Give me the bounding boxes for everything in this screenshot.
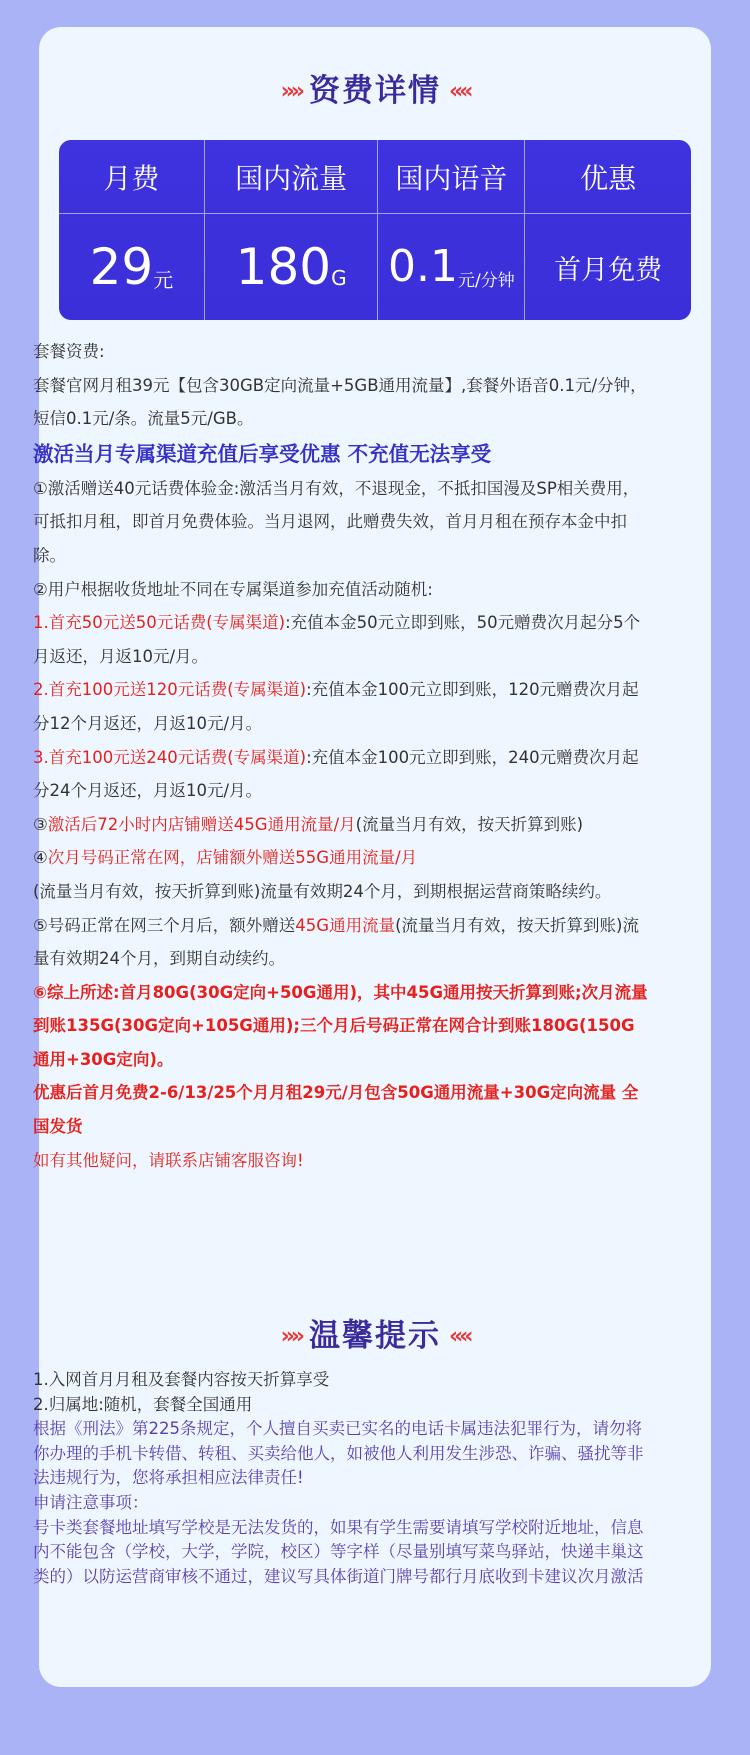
application-notice: 号卡类套餐地址填写学校是无法发货的，如果有学生需要请填写学校附近地址，信息内不能包含（学校，大学，学院，校区）等字样（尽量别填写菜鸟驿站，快递丰巢这类的）以防运营商审核不通过，建议写具体街道门牌号都行月底收到卡建议次月激活	[33, 1517, 644, 1586]
detail-item-3-desc: (流量当月有效，按天折算到账)	[355, 814, 584, 834]
fee-table	[59, 140, 691, 320]
details-line: 套餐官网月租39元【包含30GB定向流量+5GB通用流量】,套餐外语音0.1元/分钟，短信0.1元/条。流量5元/GB。	[33, 375, 647, 429]
chevron-right-icon: »»	[280, 1324, 301, 1349]
activation-headline: 激活当月专属渠道充值后享受优惠 不充值无法享受	[33, 441, 492, 466]
tip-2: 2.归属地:随机，套餐全国通用	[33, 1394, 253, 1414]
chevron-right-icon: »»	[280, 79, 301, 104]
header-domestic-voice: 国内语音	[378, 140, 525, 213]
monthly-fee-amount: 29	[89, 238, 154, 296]
section-title-fee-details	[39, 65, 711, 110]
promo-text: 首月免费	[554, 254, 663, 286]
data-amount: 180	[235, 238, 332, 296]
detail-item-3	[33, 808, 648, 842]
detail-item-4-prefix: ④	[33, 848, 48, 868]
recharge-option-2-title: 2.首充100元送120元话费(专属渠道)	[33, 680, 307, 700]
section-title-tips	[39, 1310, 711, 1355]
legal-notice: 根据《刑法》第225条规定，个人擅自买卖已实名的电话卡属违法犯罪行为，请勿将你办理的手机卡转借、转租、买卖给他人，如被他人利用发生涉恐、诈骗、骚扰等非法违规行为，您将承担相应法律责任!	[33, 1419, 644, 1488]
application-notice-title: 申请注意事项：	[33, 1492, 149, 1512]
tip-1: 1.入网首月月租及套餐内容按天折算享受	[33, 1370, 330, 1389]
recharge-option-3-title: 3.首充100元送240元话费(专属渠道)	[33, 747, 307, 767]
fee-table-values	[59, 214, 691, 320]
data-unit: G	[331, 266, 347, 290]
detail-item-4-desc: (流量当月有效，按天折算到账)流量有效期24个月，到期根据运营商策略续约。	[33, 881, 612, 901]
fee-details-title: 资费详情	[309, 73, 441, 109]
value-domestic-voice	[378, 214, 525, 320]
detail-item-1: ①激活赠送40元话费体验金:激活当月有效，不退现金，不抵扣国漫及SP相关费用，可抵扣月租，即首月免费体验。当月退网，此赠费失效，首月月租在预存本金中扣除。	[33, 478, 640, 565]
monthly-fee-unit: 元	[153, 267, 174, 292]
header-monthly-fee: 月费	[59, 140, 205, 213]
fee-table-header	[59, 140, 691, 213]
recharge-option-3-desc: :充值本金100元立即到账，240元赠费次月起分24个月返还，月返10元/月。	[33, 747, 639, 801]
detail-item-3-highlight: 激活后72小时内店铺赠送45G通用流量/月	[47, 814, 356, 834]
tips-content	[33, 1368, 648, 1589]
chevron-left-icon: ««	[449, 79, 470, 104]
detail-item-5-desc: (流量当月有效，按天折算到账)流量有效期24个月，到期自动续约。	[33, 915, 639, 969]
detail-item-5-pre: ⑤号码正常在网三个月后，额外赠送	[33, 915, 296, 935]
recharge-option-1-title: 1.首充50元送50元话费(专属渠道)	[33, 613, 286, 633]
detail-item-4-head	[33, 841, 648, 875]
voice-unit: 元/分钟	[457, 270, 515, 291]
value-monthly-fee	[59, 214, 205, 320]
recharge-option-2-desc: :充值本金100元立即到账，120元赠费次月起分12个月返还，月返10元/月。	[33, 680, 639, 733]
detail-item-6: ⑥综上所述:首月80G(30G定向+50G通用)，其中45G通用按天折算到账;次月流量到账135G(30G定向+105G通用);三个月后号码正常在网合计到账180G(150G通用+30G定向)。	[33, 982, 648, 1069]
contact-note: 如有其他疑问，请联系店铺客服咨询!	[33, 1150, 304, 1170]
header-promo: 优惠	[580, 161, 637, 195]
detail-item-2: ②用户根据收货地址不同在专属渠道参加充值活动随机:	[33, 579, 433, 599]
promo-summary: 优惠后首月免费2-6/13/25个月月租29元/月包含50G通用流量+30G定向流量 全国发货	[33, 1083, 639, 1137]
recharge-option-2	[33, 673, 648, 740]
recharge-option-3	[33, 741, 648, 808]
tips-title: 温馨提示	[309, 1318, 441, 1354]
recharge-option-1	[33, 606, 648, 673]
details-line: 套餐资费:	[33, 342, 105, 361]
header-domestic-data: 国内流量	[205, 140, 379, 213]
detail-item-3-prefix: ③	[33, 814, 48, 834]
detail-item-5-highlight: 45G通用流量	[295, 915, 396, 935]
detail-item-5	[33, 909, 648, 976]
chevron-left-icon: ««	[449, 1324, 470, 1349]
detail-item-4-highlight: 次月号码正常在网，店铺额外赠送55G通用流量/月	[47, 848, 418, 868]
recharge-option-1-desc: :充值本金50元立即到账，50元赠费次月起分5个月返还，月返10元/月。	[33, 613, 641, 666]
value-promo	[525, 214, 691, 320]
package-details	[33, 335, 648, 1177]
voice-amount: 0.1	[388, 241, 458, 292]
value-domestic-data	[205, 214, 379, 320]
